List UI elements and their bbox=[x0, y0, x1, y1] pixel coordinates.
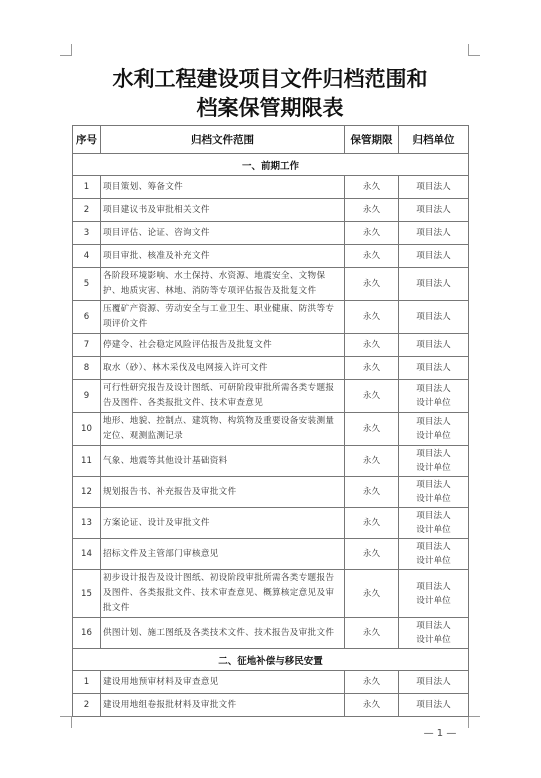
header-unit: 归档单位 bbox=[399, 126, 469, 154]
unit-line: 项目法人 bbox=[416, 228, 451, 238]
row-num: 13 bbox=[73, 508, 101, 539]
row-scope: 压覆矿产资源、劳动安全与工业卫生、职业健康、防洪等专项评价文件 bbox=[101, 301, 345, 334]
table-row bbox=[73, 508, 469, 539]
header-num: 序号 bbox=[73, 126, 101, 154]
row-num: 15 bbox=[73, 570, 101, 618]
row-period: 永久 bbox=[345, 301, 399, 334]
table-row bbox=[73, 539, 469, 570]
row-period: 永久 bbox=[345, 334, 399, 357]
row-num: 14 bbox=[73, 539, 101, 570]
unit-line: 项目法人 bbox=[416, 312, 451, 322]
row-scope: 取水（砂）、林木采伐及电网接入许可文件 bbox=[101, 357, 345, 380]
row-scope: 停建令、社会稳定风险评估报告及批复文件 bbox=[101, 334, 345, 357]
page-number: — 1 — bbox=[423, 728, 457, 739]
unit-line: 项目法人 bbox=[416, 449, 451, 459]
row-period: 永久 bbox=[345, 570, 399, 618]
row-unit bbox=[399, 222, 469, 245]
row-scope: 项目建议书及审批相关文件 bbox=[101, 199, 345, 222]
header-period: 保管期限 bbox=[345, 126, 399, 154]
retention-table bbox=[72, 125, 469, 717]
unit-line: 项目法人 bbox=[416, 251, 451, 261]
row-num: 6 bbox=[73, 301, 101, 334]
row-unit bbox=[399, 508, 469, 539]
row-scope: 建设用地预审材料及审查意见 bbox=[101, 671, 345, 694]
unit-line: 项目法人 bbox=[416, 677, 451, 687]
row-num: 8 bbox=[73, 357, 101, 380]
row-unit bbox=[399, 268, 469, 301]
unit-line: 项目法人 bbox=[416, 480, 451, 490]
crop-mark-top-left bbox=[60, 44, 72, 56]
unit-line: 项目法人 bbox=[416, 384, 451, 394]
unit-line: 设计单位 bbox=[416, 525, 451, 535]
row-scope: 项目审批、核准及补充文件 bbox=[101, 245, 345, 268]
row-period: 永久 bbox=[345, 446, 399, 477]
row-period: 永久 bbox=[345, 245, 399, 268]
unit-line: 设计单位 bbox=[416, 635, 451, 645]
table-row bbox=[73, 222, 469, 245]
row-scope: 地形、地貌、控制点、建筑物、构筑物及重要设备安装测量定位、观测监测记录 bbox=[101, 413, 345, 446]
row-unit bbox=[399, 694, 469, 717]
row-unit bbox=[399, 380, 469, 413]
row-unit bbox=[399, 301, 469, 334]
table-row bbox=[73, 413, 469, 446]
table-row bbox=[73, 570, 469, 618]
title-line-2: 档案保管期限表 bbox=[196, 95, 344, 120]
row-num: 3 bbox=[73, 222, 101, 245]
row-period: 永久 bbox=[345, 199, 399, 222]
row-scope: 气象、地震等其他设计基础资料 bbox=[101, 446, 345, 477]
row-unit bbox=[399, 413, 469, 446]
row-unit bbox=[399, 570, 469, 618]
table-row bbox=[73, 446, 469, 477]
row-num: 5 bbox=[73, 268, 101, 301]
row-unit bbox=[399, 446, 469, 477]
row-period: 永久 bbox=[345, 268, 399, 301]
unit-line: 项目法人 bbox=[416, 182, 451, 192]
table-header-row bbox=[73, 126, 469, 154]
row-num: 11 bbox=[73, 446, 101, 477]
row-num: 4 bbox=[73, 245, 101, 268]
row-num: 10 bbox=[73, 413, 101, 446]
row-scope: 各阶段环境影响、水土保持、水资源、地震安全、文物保护、地质灾害、林地、消防等专项评估报告及批复文件 bbox=[101, 268, 345, 301]
section-title: 二、征地补偿与移民安置 bbox=[73, 649, 469, 671]
unit-line: 设计单位 bbox=[416, 494, 451, 504]
unit-line: 设计单位 bbox=[416, 431, 451, 441]
title-line-1: 水利工程建设项目文件归档范围和 bbox=[112, 66, 428, 91]
table-row bbox=[73, 380, 469, 413]
row-unit bbox=[399, 334, 469, 357]
crop-mark-bottom-right bbox=[468, 716, 480, 728]
document-title bbox=[72, 64, 468, 122]
row-num: 16 bbox=[73, 618, 101, 649]
row-period: 永久 bbox=[345, 539, 399, 570]
row-unit bbox=[399, 618, 469, 649]
row-unit bbox=[399, 176, 469, 199]
unit-line: 项目法人 bbox=[416, 621, 451, 631]
header-scope: 归档文件范围 bbox=[101, 126, 345, 154]
unit-line: 设计单位 bbox=[416, 463, 451, 473]
row-num: 9 bbox=[73, 380, 101, 413]
table-row bbox=[73, 334, 469, 357]
table-row bbox=[73, 268, 469, 301]
section-row bbox=[73, 649, 469, 671]
row-num: 2 bbox=[73, 199, 101, 222]
table-row bbox=[73, 245, 469, 268]
unit-line: 项目法人 bbox=[416, 340, 451, 350]
unit-line: 项目法人 bbox=[416, 581, 451, 592]
unit-line: 设计单位 bbox=[416, 556, 451, 566]
unit-line: 设计单位 bbox=[416, 398, 451, 408]
row-num: 1 bbox=[73, 671, 101, 694]
row-num: 12 bbox=[73, 477, 101, 508]
row-period: 永久 bbox=[345, 176, 399, 199]
row-period: 永久 bbox=[345, 380, 399, 413]
row-scope: 规划报告书、补充报告及审批文件 bbox=[101, 477, 345, 508]
crop-mark-bottom-left bbox=[60, 716, 72, 728]
row-unit bbox=[399, 245, 469, 268]
unit-line: 项目法人 bbox=[416, 511, 451, 521]
row-num: 7 bbox=[73, 334, 101, 357]
unit-line: 项目法人 bbox=[416, 279, 451, 289]
row-period: 永久 bbox=[345, 694, 399, 717]
unit-line: 项目法人 bbox=[416, 700, 451, 710]
row-period: 永久 bbox=[345, 618, 399, 649]
table-row bbox=[73, 671, 469, 694]
row-period: 永久 bbox=[345, 222, 399, 245]
row-unit bbox=[399, 357, 469, 380]
section-title: 一、前期工作 bbox=[73, 154, 469, 176]
table-row bbox=[73, 357, 469, 380]
row-unit bbox=[399, 477, 469, 508]
unit-line: 设计单位 bbox=[416, 595, 451, 606]
table-row bbox=[73, 618, 469, 649]
row-scope: 项目评估、论证、咨询文件 bbox=[101, 222, 345, 245]
section-row bbox=[73, 154, 469, 176]
table-row bbox=[73, 176, 469, 199]
row-period: 永久 bbox=[345, 477, 399, 508]
unit-line: 项目法人 bbox=[416, 417, 451, 427]
unit-line: 项目法人 bbox=[416, 205, 451, 215]
crop-mark-top-right bbox=[468, 44, 480, 56]
row-scope: 招标文件及主管部门审核意见 bbox=[101, 539, 345, 570]
row-num: 2 bbox=[73, 694, 101, 717]
row-scope: 建设用地组卷报批材料及审批文件 bbox=[101, 694, 345, 717]
row-num: 1 bbox=[73, 176, 101, 199]
table-row bbox=[73, 301, 469, 334]
row-period: 永久 bbox=[345, 413, 399, 446]
unit-line: 项目法人 bbox=[416, 363, 451, 373]
table-row bbox=[73, 199, 469, 222]
table-row bbox=[73, 477, 469, 508]
row-scope: 初步设计报告及设计图纸、初设阶段审批所需各类专题报告及图件、各类报批文件、技术审查意见、概算核定意见及审批文件 bbox=[101, 570, 345, 618]
row-scope: 可行性研究报告及设计图纸、可研阶段审批所需各类专题报告及图件、各类报批文件、技术审查意见 bbox=[101, 380, 345, 413]
row-unit bbox=[399, 199, 469, 222]
row-period: 永久 bbox=[345, 508, 399, 539]
row-unit bbox=[399, 671, 469, 694]
row-period: 永久 bbox=[345, 671, 399, 694]
row-scope: 项目策划、筹备文件 bbox=[101, 176, 345, 199]
table-row bbox=[73, 694, 469, 717]
row-scope: 供图计划、施工图纸及各类技术文件、技术报告及审批文件 bbox=[101, 618, 345, 649]
row-period: 永久 bbox=[345, 357, 399, 380]
row-unit bbox=[399, 539, 469, 570]
unit-line: 项目法人 bbox=[416, 542, 451, 552]
row-scope: 方案论证、设计及审批文件 bbox=[101, 508, 345, 539]
